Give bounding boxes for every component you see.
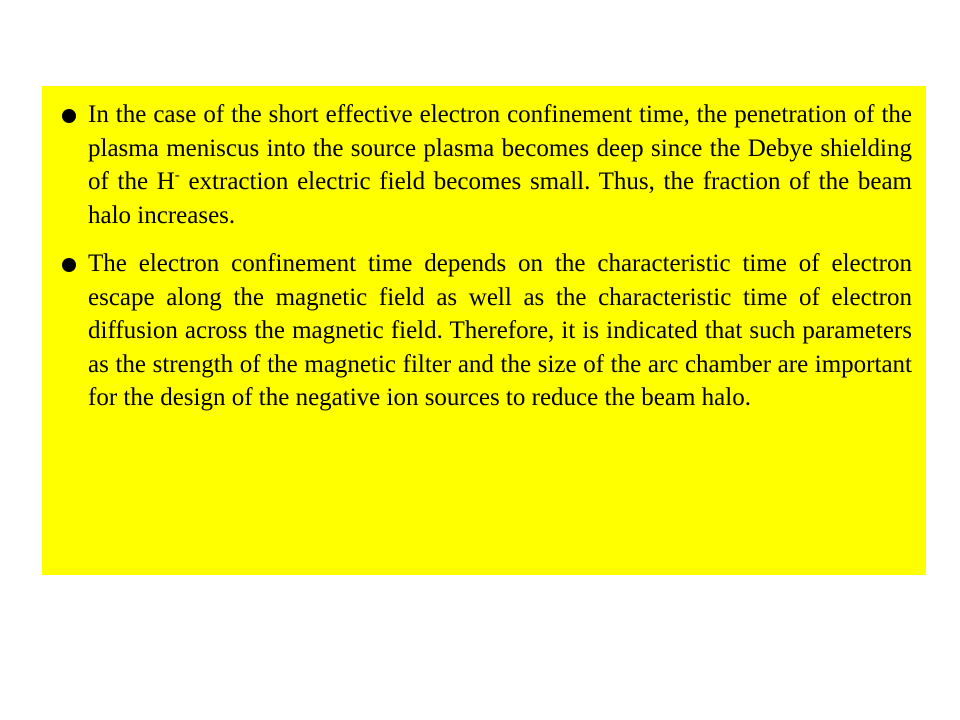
bullet-text-2: The electron confinement time depends on the characteristic time of electron escape along the magnetic field as well as the characteristic time of electron diffusion across the magnetic field. Therefore, it is indicated that such parameters as the strength of the magnetic filter and the size of the arc chamber are important for the design of the negative ion sources to reduce the beam halo.	[88, 250, 912, 411]
bullet-text-1-part-a: In the case of the short effective electron confinement time, the penetration of the plasma meniscus into the source plasma becomes deep since the Debye shielding of the H	[88, 101, 912, 195]
highlighted-text-box	[42, 86, 926, 575]
bullet-dot-icon	[62, 109, 76, 123]
bullet-item-2	[54, 247, 914, 415]
bullet-item-1	[54, 98, 914, 232]
bullet-dot-icon	[62, 258, 76, 272]
bullet-text-1	[88, 98, 912, 232]
h-minus-superscript: -	[174, 167, 180, 184]
bullet-text-1-part-b: extraction electric field becomes small. Thus, the fraction of the beam halo increases.	[88, 168, 912, 229]
